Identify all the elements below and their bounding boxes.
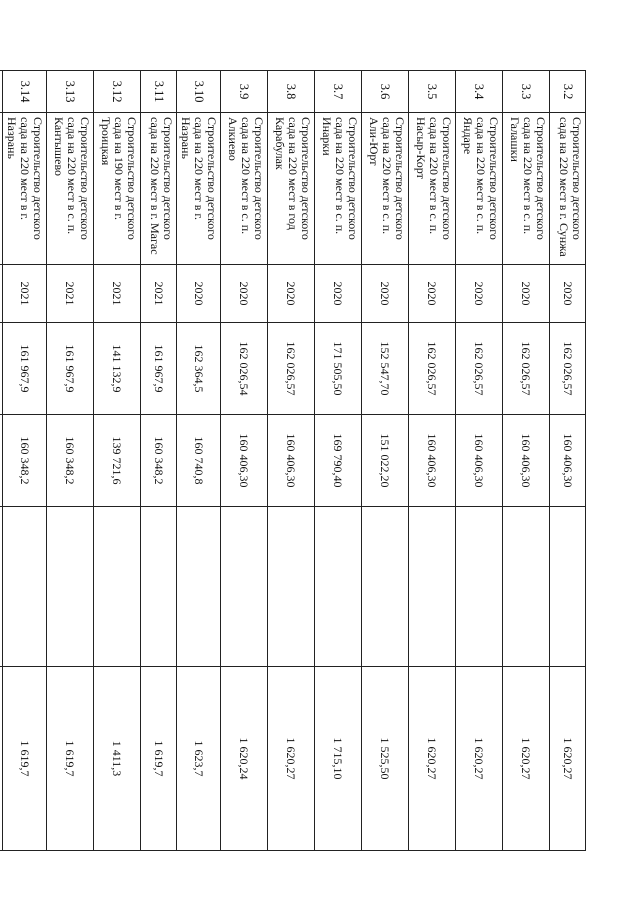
table-row (268, 71, 315, 851)
row-value-other (221, 507, 268, 667)
row-year: 2020 (177, 265, 221, 323)
row-value-other (94, 507, 141, 667)
table-row (94, 71, 141, 851)
row-value-federal: 160 406,30 (503, 415, 550, 507)
row-name: Строительство детского сада на 220 мест в г. Магас (141, 113, 177, 265)
row-number: 3.8 (268, 71, 315, 113)
row-value-total (0, 323, 3, 415)
table-row (3, 71, 47, 851)
row-number: 3.10 (177, 71, 221, 113)
row-value-regional: 1 619,7 (47, 667, 94, 851)
table-row (362, 71, 409, 851)
row-value-federal: 139 721,6 (94, 415, 141, 507)
table-row (221, 71, 268, 851)
row-value-other (0, 507, 3, 667)
row-value-total: 162 026,57 (550, 323, 586, 415)
row-value-federal: 160 348,2 (47, 415, 94, 507)
row-value-total: 162 026,57 (409, 323, 456, 415)
row-number: 3.2 (550, 71, 586, 113)
row-number: 3.14 (3, 71, 47, 113)
table-row (0, 71, 3, 851)
row-value-total: 162 026,57 (268, 323, 315, 415)
row-value-total: 162 026,57 (503, 323, 550, 415)
row-year: 2021 (94, 265, 141, 323)
row-value-federal: 160 406,30 (409, 415, 456, 507)
row-number: 3.3 (503, 71, 550, 113)
row-year: 2021 (3, 265, 47, 323)
row-value-other (362, 507, 409, 667)
row-value-regional: 1 620,27 (503, 667, 550, 851)
row-name: Строительство детского сада на 220 мест в г. Назрань (177, 113, 221, 265)
row-name: Строительство детского сада на 220 мест в с. п. Насыр-Корт (409, 113, 456, 265)
row-value-other (315, 507, 362, 667)
table-row (177, 71, 221, 851)
row-value-total: 162 026,57 (456, 323, 503, 415)
row-name: Строительство детского сада на 220 мест в г. Сунжа (550, 113, 586, 265)
row-number: 3.5 (409, 71, 456, 113)
row-year: 2020 (456, 265, 503, 323)
row-name: Строительство детского сада на 220 мест в с. п. Алкиево (221, 113, 268, 265)
row-value-federal: 160 348,2 (141, 415, 177, 507)
row-year: 2020 (362, 265, 409, 323)
row-name: Строительство детского сада на 220 мест в год Карабулак (268, 113, 315, 265)
row-value-regional: 1 619,7 (141, 667, 177, 851)
row-number (0, 71, 3, 113)
row-value-federal: 160 406,30 (456, 415, 503, 507)
table-body (0, 71, 586, 851)
row-year (0, 265, 3, 323)
row-value-regional: 1 620,27 (550, 667, 586, 851)
row-value-other (268, 507, 315, 667)
row-value-total: 161 967,9 (3, 323, 47, 415)
row-value-total: 161 967,9 (47, 323, 94, 415)
row-value-federal: 151 022,20 (362, 415, 409, 507)
row-value-federal: 160 740,8 (177, 415, 221, 507)
row-value-federal: 160 406,30 (550, 415, 586, 507)
row-value-other (3, 507, 47, 667)
row-name (0, 113, 3, 265)
row-number: 3.11 (141, 71, 177, 113)
row-year: 2021 (141, 265, 177, 323)
table-row (47, 71, 94, 851)
row-number: 3.13 (47, 71, 94, 113)
row-name: Строительство детского сада на 220 мест в с. п. Кантышево (47, 113, 94, 265)
row-value-regional: 1 620,24 (221, 667, 268, 851)
row-year: 2020 (503, 265, 550, 323)
table-row (503, 71, 550, 851)
row-value-federal: 169 790,40 (315, 415, 362, 507)
row-value-regional: 1 411,3 (94, 667, 141, 851)
row-number: 3.12 (94, 71, 141, 113)
row-name: Строительство детского сада на 220 мест в с. п. Галашки (503, 113, 550, 265)
budget-table (0, 70, 586, 851)
row-value-total: 162 026,54 (221, 323, 268, 415)
row-value-total: 161 967,9 (141, 323, 177, 415)
row-number: 3.4 (456, 71, 503, 113)
row-value-other (177, 507, 221, 667)
row-number: 3.9 (221, 71, 268, 113)
row-value-federal: 160 348,2 (3, 415, 47, 507)
row-value-regional (0, 667, 3, 851)
row-value-other (503, 507, 550, 667)
row-name: Строительство детского сада на 190 мест в г. Троицкая (94, 113, 141, 265)
row-name: Строительство детского сада на 220 мест в с. п. Али-Юрт (362, 113, 409, 265)
row-value-regional: 1 623,7 (177, 667, 221, 851)
row-value-other (141, 507, 177, 667)
row-value-regional: 1 525,50 (362, 667, 409, 851)
row-value-total: 141 132,9 (94, 323, 141, 415)
row-name: Строительство детского сада на 220 мест в с. п. Инарки (315, 113, 362, 265)
row-value-other (550, 507, 586, 667)
row-value-regional: 1 620,27 (456, 667, 503, 851)
table-row (141, 71, 177, 851)
row-value-federal (0, 415, 3, 507)
row-value-other (409, 507, 456, 667)
table-row (550, 71, 586, 851)
row-year: 2020 (221, 265, 268, 323)
row-name: Строительство детского сада на 220 мест в г. Назрань (3, 113, 47, 265)
table-row (409, 71, 456, 851)
row-value-other (456, 507, 503, 667)
row-value-federal: 160 406,30 (268, 415, 315, 507)
row-value-regional: 1 715,10 (315, 667, 362, 851)
row-year: 2020 (268, 265, 315, 323)
table-row (456, 71, 503, 851)
row-value-total: 162 364,5 (177, 323, 221, 415)
row-number: 3.6 (362, 71, 409, 113)
row-value-total: 152 547,70 (362, 323, 409, 415)
row-year: 2021 (47, 265, 94, 323)
row-value-regional: 1 620,27 (409, 667, 456, 851)
row-value-other (47, 507, 94, 667)
row-name: Строительство детского сада на 220 мест в с. п. Яндаре (456, 113, 503, 265)
row-value-federal: 160 406,30 (221, 415, 268, 507)
row-value-total: 171 505,50 (315, 323, 362, 415)
row-value-regional: 1 620,27 (268, 667, 315, 851)
table-row (315, 71, 362, 851)
row-number: 3.7 (315, 71, 362, 113)
row-year: 2020 (315, 265, 362, 323)
row-value-regional: 1 619,7 (3, 667, 47, 851)
row-year: 2020 (409, 265, 456, 323)
row-year: 2020 (550, 265, 586, 323)
